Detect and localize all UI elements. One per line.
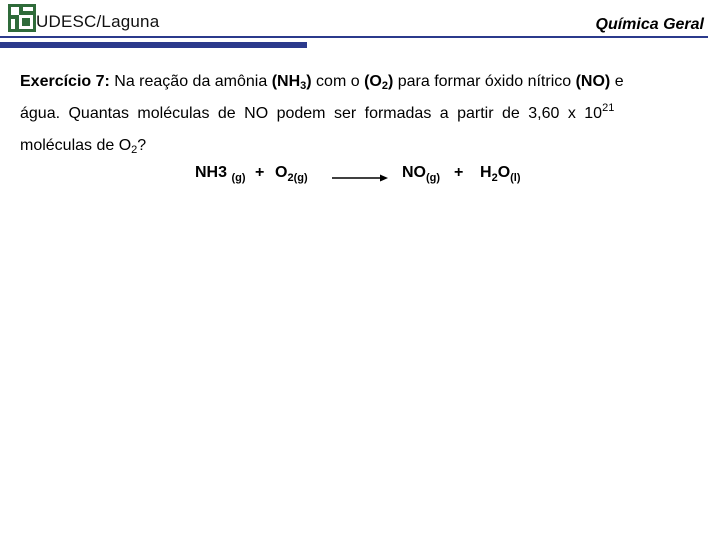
oxygen-formula: $(O_2)$ <box>364 73 394 92</box>
reactant-oxygen: $O_{2(g)}$ <box>275 164 308 184</box>
plus-sign: + <box>255 164 265 181</box>
reaction-arrow-icon <box>332 173 388 183</box>
exercise-text <box>20 66 700 162</box>
product-nitric-oxide: $NO_{(g)}$ <box>402 164 441 184</box>
institution-name: UDESC/Laguna <box>36 12 160 31</box>
course-title: Química Geral <box>595 16 704 33</box>
exercise-line-1: Exercício 7: Na reação da amônia $(NH_3)$ com o $(O_2)$ para formar óxido nítrico (NO) e <box>20 73 624 92</box>
product-water: $H_2O_{(l)}$ <box>480 164 521 184</box>
header-accent-bar <box>0 42 307 48</box>
nitric-oxide-formula: (NO) <box>575 73 611 90</box>
header-rule <box>0 36 708 38</box>
exercise-label: Exercício 7: <box>20 73 110 90</box>
ammonia-formula: $(NH_3)$ <box>271 73 312 92</box>
exercise-line-3: moléculas de $O_2$? <box>20 137 147 156</box>
reactant-ammonia: NH3 $_{(g)}$ <box>195 164 246 184</box>
exponent: 21 <box>602 102 615 114</box>
exercise-line-2: água. Quantas moléculas de NO podem ser formadas a partir de 3,60 x $10^{21}$ <box>20 102 615 122</box>
udesc-logo-icon <box>8 4 36 32</box>
plus-sign: + <box>454 164 464 181</box>
slide-header <box>0 0 720 50</box>
